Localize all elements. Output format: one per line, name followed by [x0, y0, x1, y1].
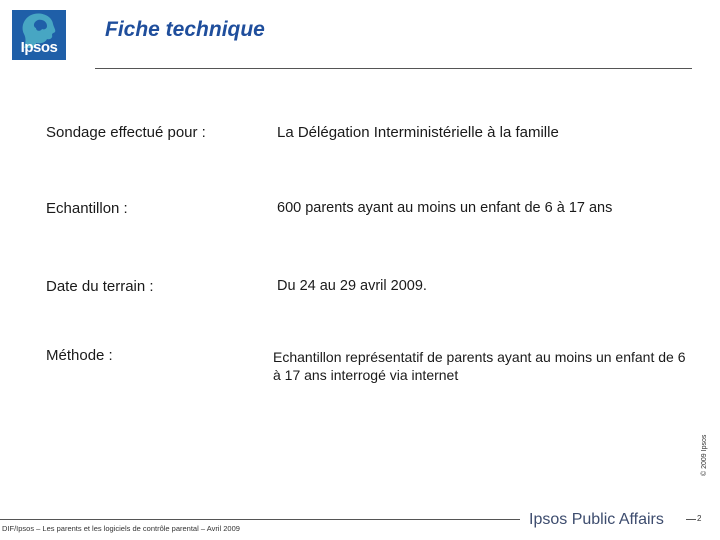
- value-methode: Echantillon représentatif de parents ayant au moins un enfant de 6 à 17 ans interrogé via internet: [273, 349, 686, 383]
- brand-wordmark: Ipsos Public Affairs: [529, 511, 664, 528]
- label-date-terrain: Date du terrain :: [46, 278, 154, 295]
- value-date-terrain: Du 24 au 29 avril 2009.: [277, 278, 427, 294]
- title-divider: [95, 68, 692, 69]
- value-echantillon: 600 parents ayant au moins un enfant de 6 à 17 ans: [277, 200, 613, 216]
- label-methode: Méthode :: [46, 347, 113, 364]
- logo-text: Ipsos: [20, 39, 58, 56]
- label-sondage: Sondage effectué pour :: [46, 124, 206, 141]
- page-number: 2: [697, 514, 702, 523]
- copyright-note: © 2009 Ipsos: [701, 434, 708, 476]
- footer-divider-left: [0, 519, 520, 520]
- page-title: Fiche technique: [105, 18, 265, 41]
- ipsos-logo: [12, 10, 66, 60]
- value-sondage: La Délégation Interministérielle à la famille: [277, 124, 559, 141]
- footer-caption: DIF/Ipsos – Les parents et les logiciels de contrôle parental – Avril 2009: [2, 524, 240, 533]
- label-echantillon: Echantillon :: [46, 200, 128, 217]
- footer-divider-right: [686, 519, 696, 520]
